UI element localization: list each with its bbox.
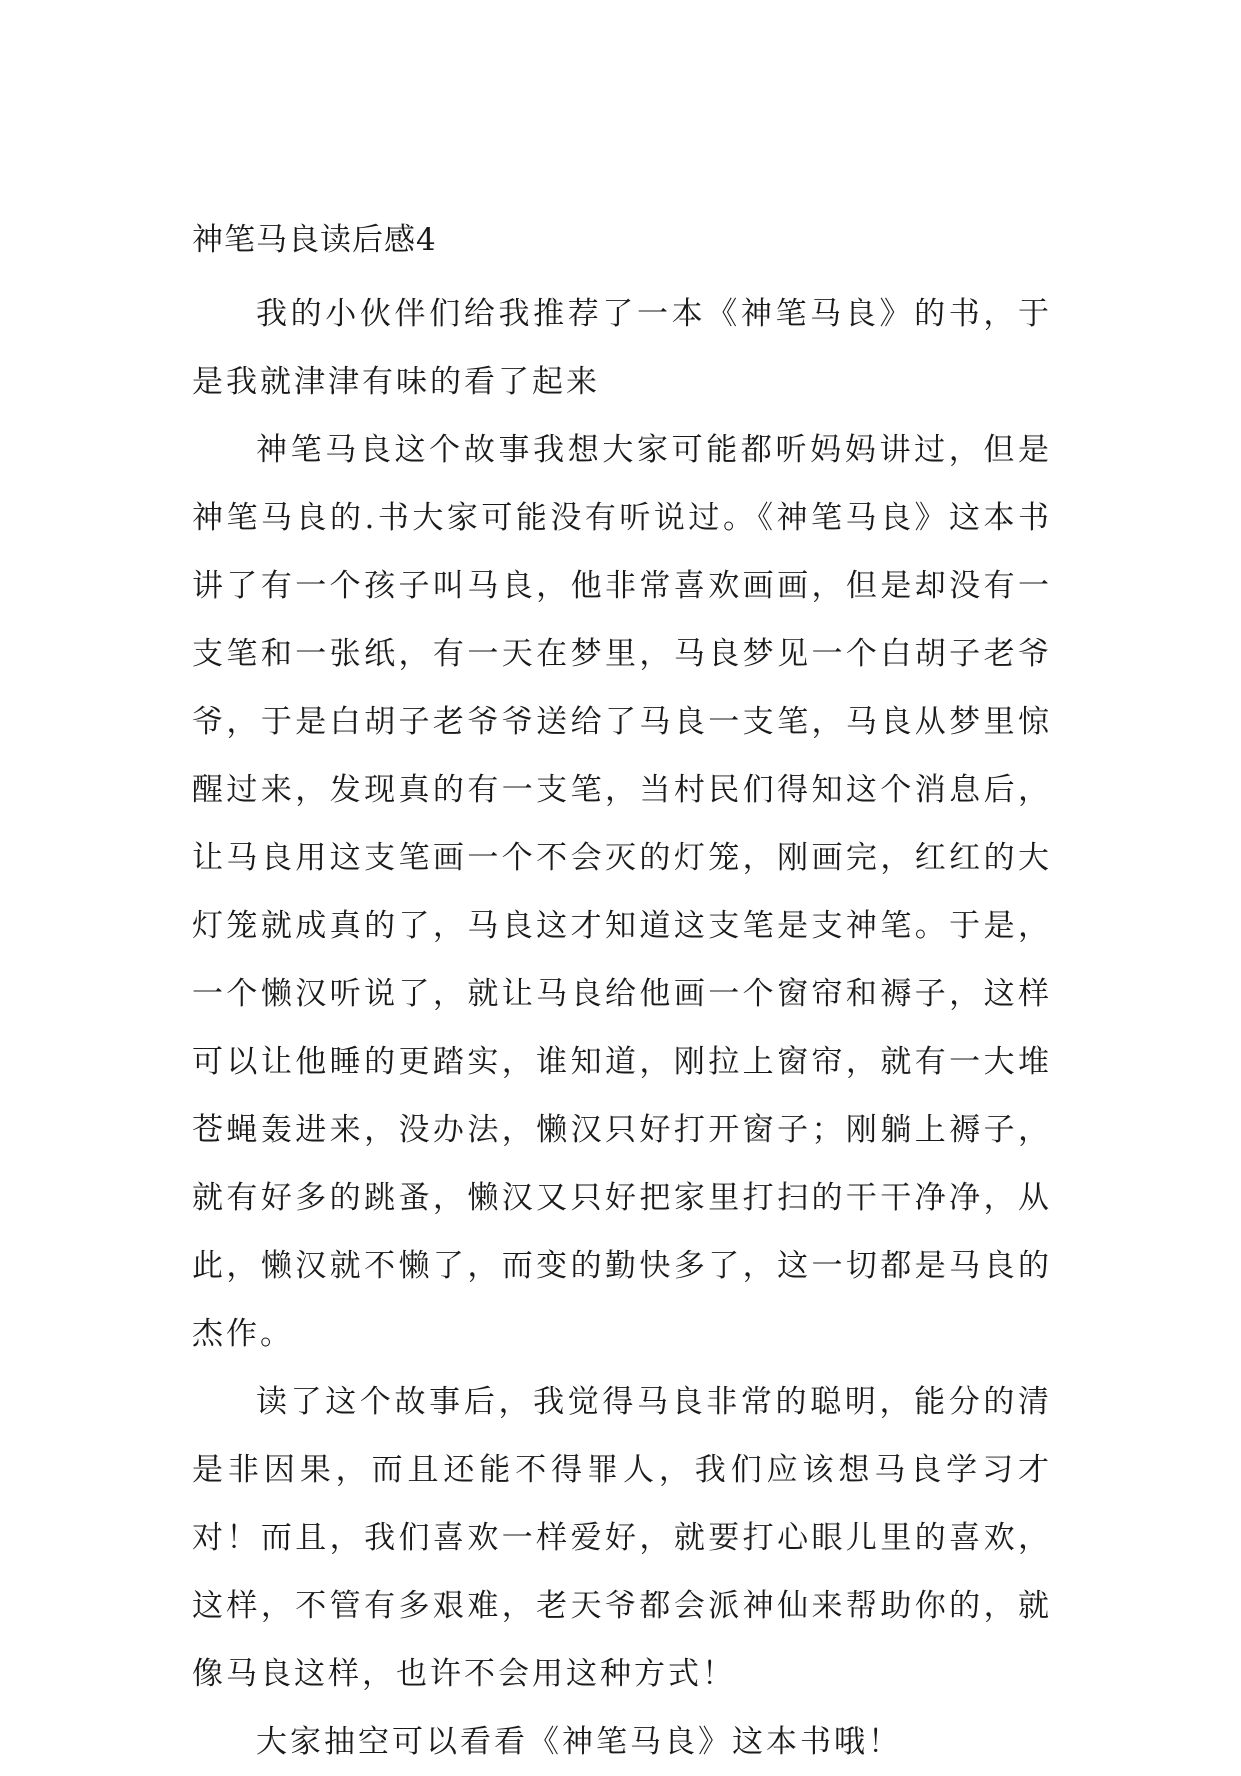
paragraph-recommendation: 大家抽空可以看看《神笔马良》这本书哦！ xyxy=(256,1724,902,1760)
paragraph-story-summary: 神笔马良这个故事我想大家可能都听妈妈讲过，但是神笔马良的.书大家可能没有听说过。《神笔马良》这本书讲了有一个孩子叫马良，他非常喜欢画画，但是却没有一支笔和一张纸，有一天在梦里，马良梦见一个白胡子老爷爷，于是白胡子老爷爷送给了马良一支笔，马良从梦里惊醒过来，发现真的有一支笔，当村民们得知这个消息后，让马良用这支笔画一个不会灭的灯笼，刚画完，红红的大灯笼就成真的了，马良这才知道这支笔是支神笔。于是，一个懒汉听说了，就让马良给他画一个窗帘和褥子，这样可以让他睡的更踏实，谁知道，刚拉上窗帘，就有一大堆苍蝇轰进来，没办法，懒汉只好打开窗子；刚躺上褥子，就有好多的跳蚤，懒汉又只好把家里打扫的干干净净，从此，懒汉就不懒了，而变的勤快多了，这一切都是马良的杰作。 xyxy=(192,432,1052,1352)
paragraph-intro: 我的小伙伴们给我推荐了一本《神笔马良》的书，于是我就津津有味的看了起来 xyxy=(192,296,1052,400)
document-title: 神笔马良读后感4 xyxy=(192,222,437,258)
paragraph-reflection: 读了这个故事后，我觉得马良非常的聪明，能分的清是非因果，而且还能不得罪人，我们应该想马良学习才对！而且，我们喜欢一样爱好，就要打心眼儿里的喜欢，这样，不管有多艰难，老天爷都会派神仙来帮助你的，就像马良这样，也许不会用这种方式！ xyxy=(192,1384,1052,1692)
document-body xyxy=(192,214,1052,1776)
